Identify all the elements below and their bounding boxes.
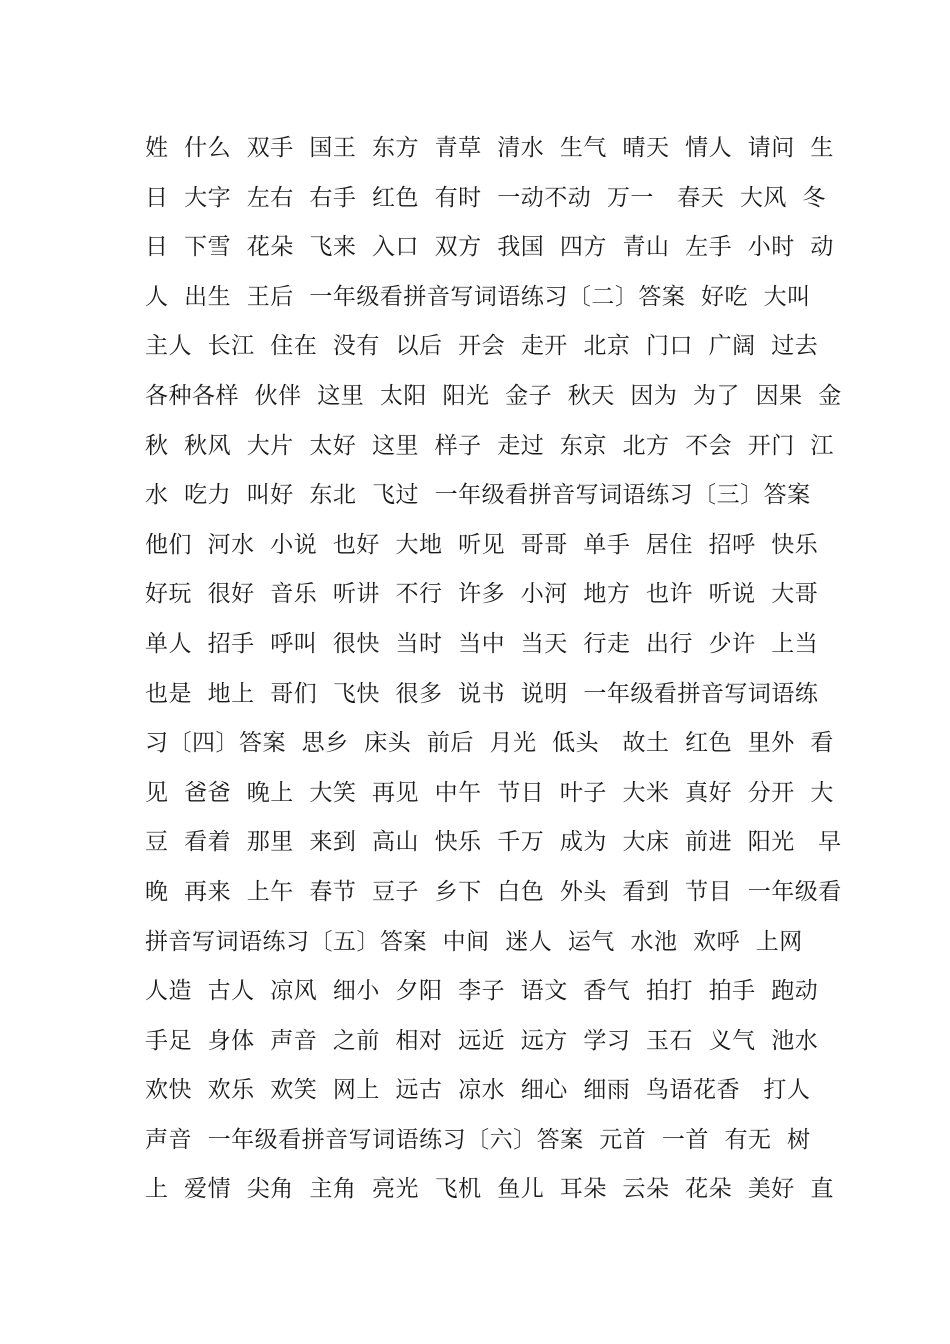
text-line: 也是 地上 哥们 飞快 很多 说书 说明 一年级看拼音写词语练 [145,680,819,707]
text-line: 晚 再来 上午 春节 豆子 乡下 白色 外头 看到 节目 一年级看 [145,878,842,905]
text-line: 秋 秋风 大片 太好 这里 样子 走过 东京 北方 不会 开门 江 [145,432,834,459]
text-line: 水 吃力 叫好 东北 飞过 一年级看拼音写词语练习〔三〕答案 [145,482,811,509]
text-line: 姓 什么 双手 国王 东方 青草 清水 生气 晴天 情人 请问 生 [145,135,834,161]
text-line: 上 爱情 尖角 主角 亮光 飞机 鱼儿 耳朵 云朵 花朵 美好 直 [145,1176,834,1203]
text-line: 日 下雪 花朵 飞来 入口 双方 我国 四方 青山 左手 小时 动 [145,234,834,261]
text-line: 单人 招手 呼叫 很快 当时 当中 当天 行走 出行 少许 上当 [145,630,819,657]
text-line: 习〔四〕答案 思乡 床头 前后 月光 低头 故土 红色 里外 看 [145,730,834,757]
text-line: 声音 一年级看拼音写词语练习〔六〕答案 元首 一首 有无 树 [145,1126,811,1153]
text-line: 人 出生 王后 一年级看拼音写词语练习〔二〕答案 好吃 大叫 [145,283,811,310]
text-line: 主人 长江 住在 没有 以后 开会 走开 北京 门口 广阔 过去 [145,333,819,360]
text-line: 欢快 欢乐 欢笑 网上 远古 凉水 细心 细雨 鸟语花香 打人 [145,1077,811,1104]
text-line: 见 爸爸 晚上 大笑 再见 中午 节日 叶子 大米 真好 分开 大 [145,779,834,806]
text-line: 他们 河水 小说 也好 大地 听见 哥哥 单手 居住 招呼 快乐 [145,531,819,558]
text-block [145,124,842,1215]
text-line: 人造 古人 凉风 细小 夕阳 李子 语文 香气 拍打 拍手 跑动 [145,978,819,1005]
text-line: 豆 看着 那里 来到 高山 快乐 千万 成为 大床 前进 阳光 早 [145,829,842,856]
text-line: 各种各样 伙伴 这里 太阳 阳光 金子 秋天 因为 为了 因果 金 [145,382,842,409]
text-line: 好玩 很好 音乐 听讲 不行 许多 小河 地方 也许 听说 大哥 [145,581,819,608]
text-line: 手足 身体 声音 之前 相对 远近 远方 学习 玉石 义气 池水 [145,1027,819,1054]
text-line: 拼音写词语练习〔五〕答案 中间 迷人 运气 水池 欢呼 上网 [145,928,803,955]
text-line: 日 大字 左右 右手 红色 有时 一动不动 万一 春天 大风 冬 [145,184,827,211]
